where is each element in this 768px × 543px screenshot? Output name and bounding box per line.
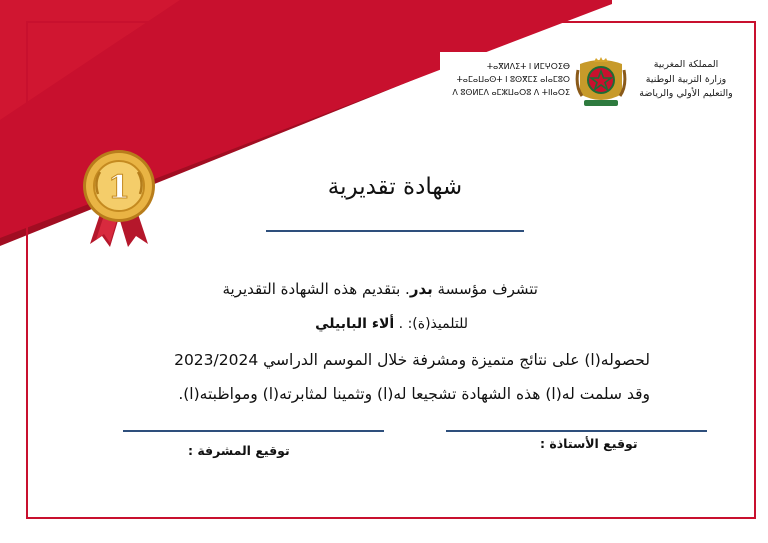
tifinagh-line-1: ⵜⴰⴳⵍⴷⵉⵜ ⵏ ⵍⵎⵖⵔⵉⴱ	[486, 62, 570, 71]
gold-medal-icon	[76, 148, 162, 248]
tifinagh-line-3: ⴷ ⵓⵙⵍⵎⴷ ⴰⵎⵣⵡⴰⵔⵓ ⴷ ⵜⵏⵏⴰⵔⵉ	[452, 88, 570, 97]
ministry-name-arabic	[632, 58, 740, 102]
encouragement-line: وقد سلمت له(ا) هذه الشهادة تشجيعا له(ا) وتثمينا لمثابرته(ا) ومواظبته(ا).	[178, 385, 650, 403]
supervisor-signature-label: توقيع المشرفة :	[188, 443, 290, 458]
achievement-line: لحصوله(ا) على نتائج متميزة ومشرفة خلال الموسم الدراسي 2023/2024	[174, 351, 650, 369]
presentation-text-start: تتشرف مؤسسة	[432, 280, 538, 298]
ministry-line-1: المملكة المغربية	[653, 59, 719, 70]
ministry-line-3: والتعليم الأولي والرياضة	[639, 88, 733, 99]
tifinagh-line-2: ⵜⴰⵎⴰⵡⴰⵙⵜ ⵏ ⵓⵙⴳⵎⵉ ⴰⵏⴰⵎⵓⵔ	[456, 75, 570, 84]
ministry-name-tifinagh	[448, 60, 570, 99]
presentation-text-end: . بتقديم هذه الشهادة التقديرية	[222, 280, 410, 298]
student-label: للتلميذ(ة): .	[394, 316, 468, 332]
medal-number: 1	[107, 168, 131, 206]
teacher-signature-label: توقيع الأستاذة :	[540, 436, 638, 451]
teacher-signature-line	[446, 430, 707, 432]
supervisor-signature-line	[123, 430, 384, 432]
moroccan-coat-of-arms-icon	[574, 56, 628, 110]
institution-name: بدر	[409, 280, 433, 298]
ministry-line-2: وزارة التربية الوطنية	[645, 73, 727, 85]
certificate-title: شهادة تقديرية	[327, 174, 463, 200]
title-underline	[266, 230, 524, 232]
presentation-line	[222, 280, 538, 298]
student-name: ألاء البابيلي	[315, 316, 395, 332]
student-line	[315, 316, 468, 332]
